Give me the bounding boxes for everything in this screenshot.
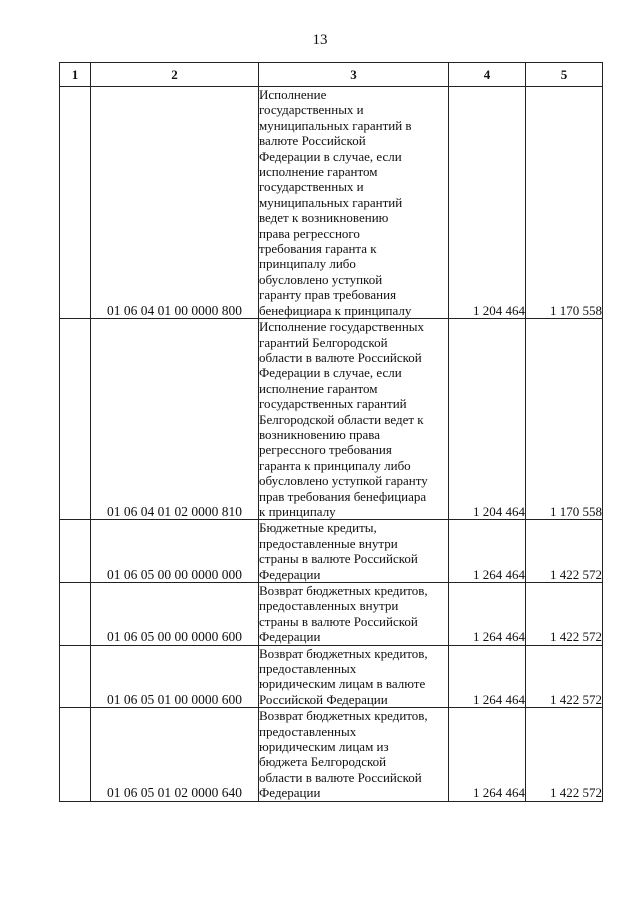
description-line: гаранту прав требования	[259, 287, 397, 303]
row-cell-col1	[60, 87, 91, 319]
description-line: государственных и	[259, 102, 364, 118]
description-line: Исполнение государственных	[259, 319, 425, 335]
description-line: гарантий Белгородской	[259, 334, 388, 350]
table-row	[60, 708, 603, 801]
description-line: обусловлено уступкой	[259, 271, 383, 287]
table-row	[60, 645, 603, 708]
description-line: юридическим лицам в валюте	[259, 676, 426, 692]
description-line: требования гаранта к	[259, 241, 377, 257]
description-line: исполнение гарантом	[259, 164, 378, 180]
description-line: предоставленных	[259, 723, 357, 739]
description-line: юридическим лицам из	[259, 739, 389, 755]
description-line: Федерации	[259, 629, 321, 645]
description-line: Бюджетные кредиты,	[259, 520, 377, 536]
description-line: возникновению права	[259, 426, 381, 442]
description-line: области в валюте Российской	[259, 769, 422, 785]
page-number: 13	[312, 32, 328, 48]
description-line: Федерации в случае, если	[259, 148, 402, 164]
row-cell-col1	[60, 583, 91, 646]
table-header-row	[60, 63, 603, 87]
description-cell	[259, 645, 449, 708]
description-line: исполнение гарантом	[259, 380, 378, 396]
table-row	[60, 520, 603, 583]
description-line: предоставленные внутри	[259, 535, 398, 551]
description-line: обусловлено уступкой гаранту	[259, 473, 428, 489]
description-line: регрессного требования	[259, 442, 392, 458]
row-cell-col1	[60, 645, 91, 708]
header-col-5: 5	[526, 63, 603, 87]
row-cell-col1	[60, 708, 91, 801]
description-line: бюджета Белгородской	[259, 754, 387, 770]
description-line: бенефициара к принципалу	[259, 302, 412, 318]
budget-code: 01 06 05 00 00 0000 000	[91, 520, 259, 583]
row-cell-col1	[60, 319, 91, 520]
description-line: принципалу либо	[259, 256, 356, 272]
table-body	[60, 87, 603, 802]
description-line: к принципалу	[259, 503, 336, 519]
amount-col4: 1 264 464	[449, 583, 526, 646]
table-row	[60, 583, 603, 646]
header-col-2: 2	[91, 63, 259, 87]
table-row	[60, 87, 603, 319]
description-line: Возврат бюджетных кредитов,	[259, 583, 428, 598]
amount-col5: 1 170 558	[526, 87, 603, 319]
description-line: страны в валюте Российской	[259, 551, 418, 567]
amount-col5: 1 422 572	[526, 645, 603, 708]
description-line: государственных гарантий	[259, 396, 407, 412]
amount-col5: 1 170 558	[526, 319, 603, 520]
description-cell	[259, 583, 449, 646]
description-line: области в валюте Российской	[259, 349, 422, 365]
description-cell	[259, 319, 449, 520]
description-line: Федерации в случае, если	[259, 365, 402, 381]
header-col-1: 1	[60, 63, 91, 87]
description-cell	[259, 87, 449, 319]
description-line: страны в валюте Российской	[259, 613, 418, 629]
description-line: государственных и	[259, 179, 364, 195]
budget-code: 01 06 05 00 00 0000 600	[91, 583, 259, 646]
description-line: Федерации	[259, 566, 321, 582]
description-line: гаранта к принципалу либо	[259, 457, 411, 473]
description-line: Белгородской области ведет к	[259, 411, 424, 427]
budget-code: 01 06 05 01 02 0000 640	[91, 708, 259, 801]
description-line: ведет к возникновению	[259, 210, 389, 226]
amount-col5: 1 422 572	[526, 520, 603, 583]
amount-col5: 1 422 572	[526, 583, 603, 646]
description-line: прав требования бенефициара	[259, 488, 427, 504]
description-line: Возврат бюджетных кредитов,	[259, 645, 428, 661]
amount-col5: 1 422 572	[526, 708, 603, 801]
amount-col4: 1 264 464	[449, 520, 526, 583]
header-col-4: 4	[449, 63, 526, 87]
budget-code: 01 06 05 01 00 0000 600	[91, 645, 259, 708]
description-line: предоставленных внутри	[259, 598, 399, 614]
description-line: Российской Федерации	[259, 691, 388, 707]
header-col-3: 3	[259, 63, 449, 87]
amount-col4: 1 204 464	[449, 319, 526, 520]
description-cell	[259, 708, 449, 801]
budget-code: 01 06 04 01 00 0000 800	[91, 87, 259, 319]
budget-sources-table	[59, 62, 603, 802]
amount-col4: 1 204 464	[449, 87, 526, 319]
description-line: Исполнение	[259, 87, 327, 102]
description-line: муниципальных гарантий	[259, 194, 403, 210]
row-cell-col1	[60, 520, 91, 583]
amount-col4: 1 264 464	[449, 708, 526, 801]
description-line: права регрессного	[259, 225, 360, 241]
amount-col4: 1 264 464	[449, 645, 526, 708]
budget-code: 01 06 04 01 02 0000 810	[91, 319, 259, 520]
table-row	[60, 319, 603, 520]
description-line: предоставленных	[259, 661, 357, 677]
description-line: валюте Российской	[259, 133, 366, 149]
description-line: муниципальных гарантий в	[259, 117, 412, 133]
description-cell	[259, 520, 449, 583]
description-line: Федерации	[259, 785, 321, 801]
description-line: Возврат бюджетных кредитов,	[259, 708, 428, 724]
